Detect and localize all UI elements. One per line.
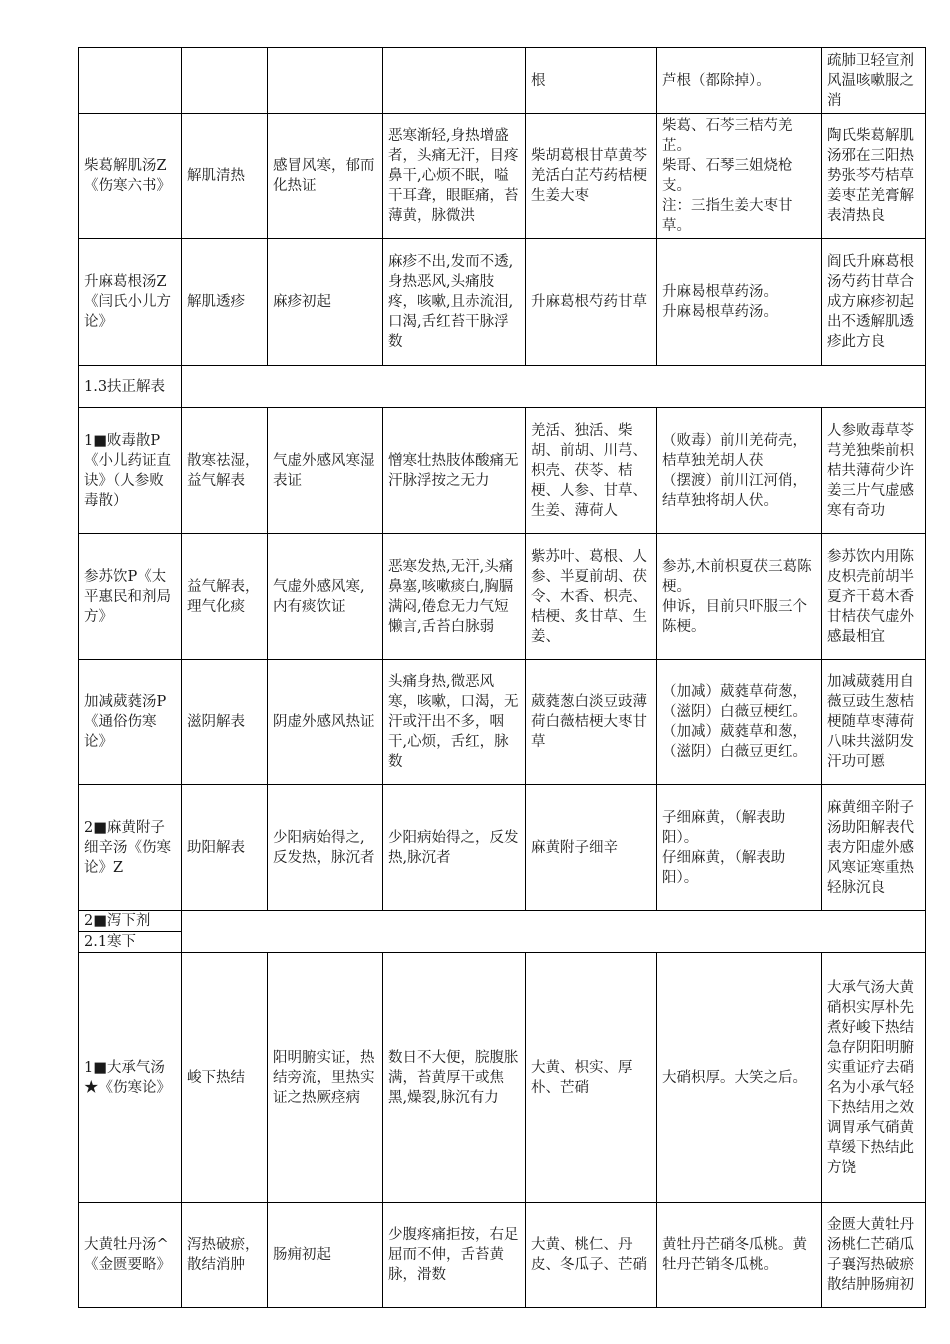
formula-song: 陶氏柴葛解肌汤邪在三阳热势张芩芍桔草姜枣芷羌膏解表清热良 xyxy=(822,114,926,239)
formula-function: 解肌透疹 xyxy=(182,239,268,366)
formula-name xyxy=(79,48,182,114)
formula-composition: 羌活、独活、柴胡、前胡、川芎、枳壳、茯苓、桔梗、人参、甘草、生姜、薄荷人 xyxy=(526,408,657,534)
formula-symptoms: 憎寒壮热肢体酸痛无汗脉浮按之无力 xyxy=(383,408,526,534)
formula-function xyxy=(182,48,268,114)
table-row xyxy=(79,239,926,366)
formula-name: 升麻葛根汤Z《闫氏小儿方论》 xyxy=(79,239,182,366)
formula-indication: 少阳病始得之,反发热，脉沉者 xyxy=(268,785,383,911)
table-row xyxy=(79,408,926,534)
formula-indication: 阳明腑实证，热结旁流，里热实证之热厥痉病 xyxy=(268,953,383,1203)
formula-composition: 升麻葛根芍药甘草 xyxy=(526,239,657,366)
table-row xyxy=(79,953,926,1203)
formula-name: 1■败毒散P 《小儿药证直诀》（人参败毒散） xyxy=(79,408,182,534)
formula-name: 2■麻黄附子细辛汤《伤寒论》Z xyxy=(79,785,182,911)
formula-name: 1■大承气汤★《伤寒论》 xyxy=(79,953,182,1203)
formula-symptoms: 麻疹不出,发而不透,身热恶风,头痛肢疼，咳嗽,且赤流泪,口渴,舌红苔干脉浮数 xyxy=(383,239,526,366)
table-row xyxy=(79,48,926,114)
formula-mnemonic: 参苏,木前枳夏茯三葛陈梗。 伸诉，目前只吓服三个陈梗。 xyxy=(657,534,822,660)
formula-symptoms: 数日不大便，脘腹胀满，苔黄厚干或焦黑,燥裂,脉沉有力 xyxy=(383,953,526,1203)
section-row xyxy=(79,911,926,932)
formula-mnemonic: 黄牡丹芒硝冬瓜桃。黄牡丹芒销冬瓜桃。 xyxy=(657,1203,822,1308)
formula-indication: 肠痈初起 xyxy=(268,1203,383,1308)
table-row xyxy=(79,534,926,660)
formula-mnemonic: 柴葛、石芩三桔芍羌芷。 柴哥、石琴三姐烧枪支。 注：三指生姜大枣甘草。 xyxy=(657,114,822,239)
formula-name: 参苏饮P《太平惠民和剂局方》 xyxy=(79,534,182,660)
formula-mnemonic: 大硝枳厚。大笑之后。 xyxy=(657,953,822,1203)
formula-indication xyxy=(268,48,383,114)
formula-indication: 气虚外感风寒湿表证 xyxy=(268,408,383,534)
formula-symptoms: 少腹疼痛拒按，右足屈而不伸，舌苔黄脉，滑数 xyxy=(383,1203,526,1308)
formula-indication: 麻疹初起 xyxy=(268,239,383,366)
formula-song: 疏肺卫轻宣剂风温咳嗽服之消 xyxy=(822,48,926,114)
table-row xyxy=(79,1203,926,1308)
formula-song: 阎氏升麻葛根汤芍药甘草合成方麻疹初起出不透解肌透疹此方良 xyxy=(822,239,926,366)
formula-song: 人参败毒草苓芎羌独柴前枳桔共薄荷少许姜三片气虚感寒有奇功 xyxy=(822,408,926,534)
formula-song: 参苏饮内用陈皮枳壳前胡半夏齐干葛木香甘桔茯气虚外感最相宜 xyxy=(822,534,926,660)
formula-song: 麻黄细辛附子汤助阳解表代表方阳虚外感风寒证寒重热轻脉沉良 xyxy=(822,785,926,911)
table-row xyxy=(79,660,926,785)
formula-composition: 紫苏叶、葛根、人参、半夏前胡、茯令、木香、枳壳、桔梗、炙甘草、生姜、 xyxy=(526,534,657,660)
formula-mnemonic: （败毒）前川羌荷壳，桔草独羌胡人茯 （摆渡）前川江河俏，结草独将胡人伏。 xyxy=(657,408,822,534)
formula-table xyxy=(78,47,926,1308)
formula-name: 大黄牡丹汤^《金匮要略》 xyxy=(79,1203,182,1308)
section-title: 2■泻下剂 xyxy=(79,911,182,932)
formula-function: 助阳解表 xyxy=(182,785,268,911)
formula-mnemonic: （加减）葳蕤草荷葱，（滋阴）白薇豆梗红。 （加减）葳蕤草和葱，（滋阴）白薇豆更红。 xyxy=(657,660,822,785)
formula-symptoms: 恶寒发热,无汗,头痛鼻塞,咳嗽痰白,胸膈满闷,倦怠无力气短懒言,舌苔白脉弱 xyxy=(383,534,526,660)
table-row xyxy=(79,114,926,239)
section-title: 2.1寒下 xyxy=(79,932,182,953)
formula-symptoms: 头痛身热,微恶风寒，咳嗽，口渴，无汗或汗出不多，咽干,心烦，舌红，脉数 xyxy=(383,660,526,785)
formula-composition: 柴胡葛根甘草黄芩羌活白芷芍药桔梗生姜大枣 xyxy=(526,114,657,239)
formula-indication: 阴虚外感风热证 xyxy=(268,660,383,785)
formula-composition: 根 xyxy=(526,48,657,114)
formula-composition: 大黄、枳实、厚朴、芒硝 xyxy=(526,953,657,1203)
formula-name: 柴葛解肌汤Z《伤寒六书》 xyxy=(79,114,182,239)
formula-mnemonic: 子细麻黄，（解表助阳）。 仔细麻黄，（解表助阳）。 xyxy=(657,785,822,911)
formula-song: 加减葳蕤用自薇豆豉生葱桔梗随草枣薄荷八味共滋阴发汗功可慝 xyxy=(822,660,926,785)
formula-indication: 感冒风寒，郁而化热证 xyxy=(268,114,383,239)
formula-function: 解肌清热 xyxy=(182,114,268,239)
formula-song: 金匮大黄牡丹汤桃仁芒硝瓜子襄泻热破瘀散结肿肠痈初 xyxy=(822,1203,926,1308)
formula-symptoms: 少阳病始得之，反发热,脉沉者 xyxy=(383,785,526,911)
formula-function: 泻热破瘀，散结消肿 xyxy=(182,1203,268,1308)
formula-composition: 麻黄附子细辛 xyxy=(526,785,657,911)
formula-function: 益气解表，理气化痰 xyxy=(182,534,268,660)
formula-symptoms xyxy=(383,48,526,114)
formula-indication: 气虚外感风寒,内有痰饮证 xyxy=(268,534,383,660)
formula-mnemonic: 芦根（都除掉）。 xyxy=(657,48,822,114)
formula-song: 大承气汤大黄硝枳实厚朴先煮好峻下热结急存阴阳明腑实重证疗去硝名为小承气轻下热结用之效调胃承气硝黄草缓下热结此方饶 xyxy=(822,953,926,1203)
formula-function: 散寒祛湿，益气解表 xyxy=(182,408,268,534)
section-blank xyxy=(182,911,926,953)
section-blank xyxy=(182,366,926,408)
formula-function: 滋阴解表 xyxy=(182,660,268,785)
formula-composition: 葳蕤葱白淡豆豉薄荷白薇桔梗大枣甘草 xyxy=(526,660,657,785)
formula-function: 峻下热结 xyxy=(182,953,268,1203)
formula-composition: 大黄、桃仁、丹皮、冬瓜子、芒硝 xyxy=(526,1203,657,1308)
formula-mnemonic: 升麻曷根草药汤。 升麻曷根草药汤。 xyxy=(657,239,822,366)
formula-symptoms: 恶寒渐轻,身热增盛者，头痛无汗，目疼鼻干,心烦不眠，嗌干耳聋，眼眶痛，苔薄黄，脉微洪 xyxy=(383,114,526,239)
table-row xyxy=(79,785,926,911)
section-row xyxy=(79,366,926,408)
section-title: 1.3扶正解表 xyxy=(79,366,182,408)
formula-name: 加减葳蕤汤P《通俗伤寒论》 xyxy=(79,660,182,785)
